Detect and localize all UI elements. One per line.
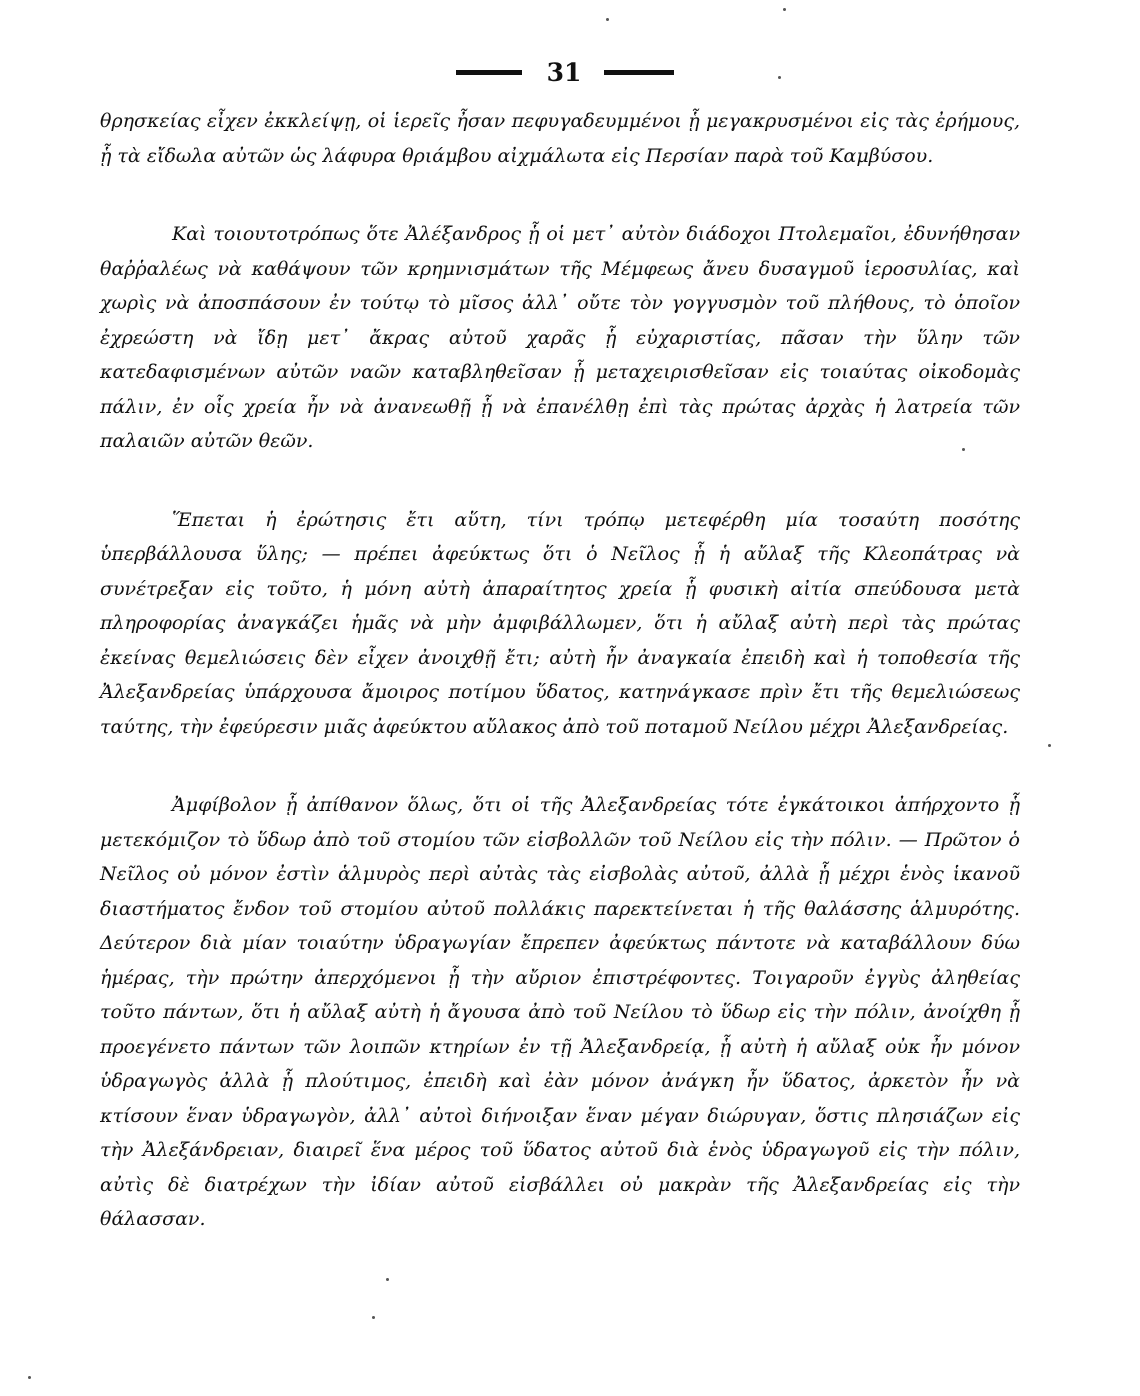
paper-speck	[372, 1316, 375, 1319]
paper-speck	[606, 18, 609, 21]
paragraph-continuation: θρησκείας εἶχεν ἐκκλείψῃ, οἱ ἱερεῖς ἦσαν πεφυγαδευμμένοι ᾗ μεγακρυσμένοι εἰς τὰς ἐρήμους, ᾗ τὰ εἴδωλα αὐτῶν ὡς λάφυρα θριάμβου αἰχμάλωτα εἰς Περσίαν παρὰ τοῦ Καμβύσου.	[100, 110, 1020, 167]
paragraph: Ἕπεται ἡ ἐρώτησις ἔτι αὕτη, τίνι τρόπῳ μετεφέρθη μία τοσαύτη ποσότης ὑπερβάλλουσα ὕλης; — πρέπει ἀφεύκτως ὅτι ὁ Νεῖλος ᾗ ἡ αὔλαξ τῆς Κλεοπάτρας νὰ συνέτρεξαν εἰς τοῦτο, ἡ μόνη αὐτὴ ἀπαραίτητος χρεία ᾗ φυσικὴ αἰτία σπεύδουσα μετὰ πληροφορίας ἀναγκάζει ἡμᾶς νὰ μὴν ἀμφιβάλλωμεν, ὅτι ἡ αὔλαξ αὐτὴ περὶ τὰς πρώτας ἐκείνας θεμελιώσεις δὲν εἶχεν ἀνοιχθῇ ἔτι; αὐτὴ ἦν ἀναγκαία ἐπειδὴ καὶ ἡ τοποθεσία τῆς Ἀλεξανδρείας ὑπάρχουσα ἄμοιρος ποτίμου ὕδατος, κατηνάγκασε πρὶν ἔτι τῆς θεμελιώσεως ταύτης, τὴν ἐφεύρεσιν μιᾶς ἀφεύκτου αὔλακος ἀπὸ τοῦ ποταμοῦ Νείλου μέχρι Ἀλεξανδρείας.	[100, 508, 1020, 738]
paper-speck	[962, 448, 965, 451]
paper-speck	[778, 76, 781, 79]
page-header	[0, 58, 1140, 88]
paragraph: Καὶ τοιουτοτρόπως ὅτε Ἀλέξανδρος ᾗ οἱ μετ᾽ αὐτὸν διάδοχοι Πτολεμαῖοι, ἐδυνήθησαν θαῤῥαλέως νὰ καθάψουν τῶν κρημνισμάτων τῆς Μέμφεως ἄνευ δυσαγμοῦ ἱεροσυλίας, καὶ χωρὶς νὰ ἀποσπάσουν ἐν τούτῳ τὸ μῖσος ἀλλ᾽ οὔτε τὸν γογγυσμὸν τοῦ πλήθους, τὸ ὁποῖον ἐχρεώστη νὰ ἴδῃ μετ᾽ ἄκρας αὐτοῦ χαρᾶς ᾗ εὐχαριστίας, πᾶσαν τὴν ὕλην τῶν κατεδαφισμένων αὐτῶν ναῶν καταβληθεῖσαν ᾗ μεταχειρισθεῖσαν εἰς τοιαύτας οἰκοδομὰς πάλιν, ἐν οἷς χρεία ἦν νὰ ἀνανεωθῇ ᾗ νὰ ἐπανέλθῃ ἐπὶ τὰς πρώτας ἀρχὰς ἡ λατρεία τῶν παλαιῶν αὐτῶν θεῶν.	[100, 223, 1020, 452]
paper-speck	[386, 1278, 389, 1281]
page-number: 31	[546, 58, 582, 87]
paper-speck	[1048, 744, 1051, 747]
body-text	[100, 104, 1020, 1237]
paragraph: Ἀμφίβολον ᾗ ἀπίθανον ὅλως, ὅτι οἱ τῆς Ἀλεξανδρείας τότε ἐγκάτοικοι ἀπήρχοντο ᾗ μετεκόμιζον τὸ ὕδωρ ἀπὸ τοῦ στομίου τῶν εἰσβολλῶν τοῦ Νείλου εἰς τὴν πόλιν. — Πρῶτον ὁ Νεῖλος οὐ μόνον ἐστὶν ἁλμυρὸς περὶ αὐτὰς τὰς εἰσβολὰς αὐτοῦ, ἀλλὰ ᾗ μέχρι ἑνὸς ἱκανοῦ διαστήματος ἔνδον τοῦ στομίου αὐτοῦ πολλάκις παρεκτείνεται ἡ τῆς θαλάσσης ἁλμυρότης. Δεύτερον διὰ μίαν τοιαύτην ὑδραγωγίαν ἔπρεπεν ἀφεύκτως πάντοτε νὰ καταβάλλουν δύω ἡμέρας, τὴν πρώτην ἀπερχόμενοι ᾗ τὴν αὔριον ἐπιστρέφοντες. Τοιγαροῦν ἐγγὺς ἀληθείας τοῦτο πάντων, ὅτι ἡ αὔλαξ αὐτὴ ἡ ἄγουσα ἀπὸ τοῦ Νείλου τὸ ὕδωρ εἰς τὴν πόλιν, ἀνοίχθη ᾗ προεγένετο πάντων τῶν λοιπῶν κτηρίων ἐν τῇ Ἀλεξανδρείᾳ, ᾗ αὐτὴ ἡ αὔλαξ οὐκ ἦν μόνον ὑδραγωγὸς ἀλλὰ ᾗ πλούτιμος, ἐπειδὴ καὶ ἐὰν μόνον ἀνάγκη ἦν ὕδατος, ἀρκετὸν ἦν νὰ κτίσουν ἕναν ὑδραγωγὸν, ἀλλ᾽ αὐτοὶ διήνοιξαν ἕναν μέγαν διώρυγαν, ὅστις πλησιάζων εἰς τὴν Ἀλεξάνδρειαν, διαιρεῖ ἕνα μέρος τοῦ ὕδατος αὐτοῦ διὰ ἑνὸς ὑδραγωγοῦ εἰς τὴν πόλιν, αὐτὶς δὲ διατρέχων τὴν ἰδίαν αὐτοῦ εἰσβάλλει οὐ μακρὰν τῆς Ἀλεξανδρείας εἰς τὴν θάλασσαν.	[100, 794, 1020, 1230]
paper-speck	[783, 8, 786, 11]
header-rule-left	[456, 70, 522, 75]
paper-speck	[28, 1376, 31, 1379]
header-rule-right	[604, 70, 674, 75]
